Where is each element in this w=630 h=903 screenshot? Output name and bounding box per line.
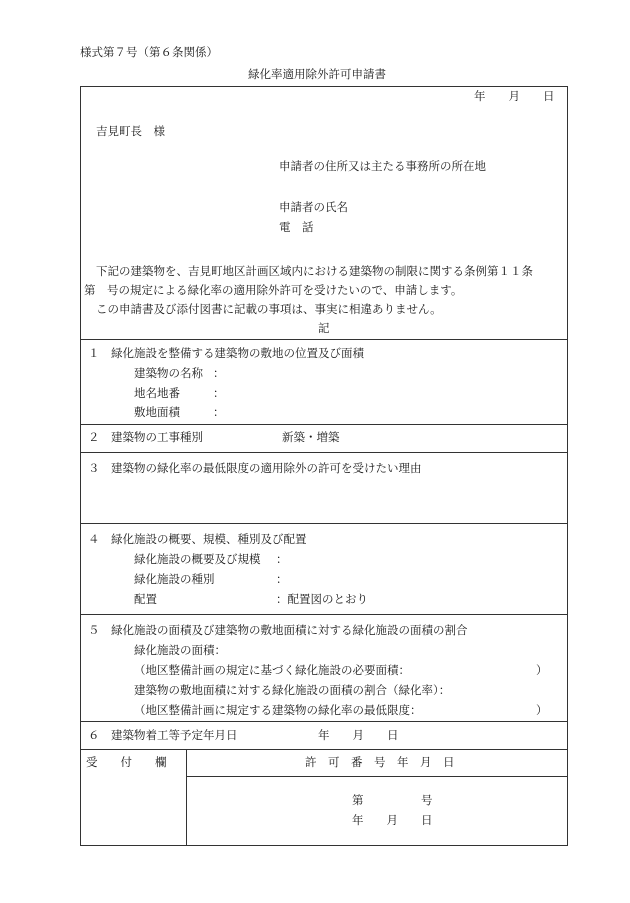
application-date: 年 月 日 [474,89,555,103]
section-4-heading: ４ 緑化施設の概要、規模、種別及び配置 [88,532,307,546]
body-text-3: この申請書及び添付図書に記載の事項は、事実に相違ありません。 [96,302,442,316]
permit-number: 第 号 [352,793,433,807]
facility-outline-colon: ： [276,552,288,566]
facility-outline-label: 緑化施設の概要及び規模 [134,552,261,566]
required-area-label: （地区整備計画の規定に基づく緑化施設の必要面積： [134,663,410,677]
layout-value: ：配置図のとおり [276,592,368,606]
body-text-2: 第 号の規定による緑化率の適用除外許可を受けたいので、申請します。 [84,283,463,297]
facility-type-label: 緑化施設の種別 [134,572,215,586]
lot-number-label: 地名地番 [134,386,180,400]
section-3-heading: ３ 建築物の緑化率の最低限度の適用除外の許可を受けたい理由 [88,461,422,475]
min-ratio-close: ） [536,703,548,717]
facility-type-colon: ： [276,572,288,586]
section-1-heading: １ 緑化施設を整備する建築物の敷地の位置及び面積 [88,346,364,360]
green-ratio-label: 建築物の敷地面積に対する緑化施設の面積の割合（緑化率）： [134,683,451,697]
phone-label: 電 話 [279,220,314,234]
site-area-colon: ： [213,405,225,419]
section-5-heading: ５ 緑化施設の面積及び建築物の敷地面積に対する緑化施設の面積の割合 [88,623,468,637]
green-area-label: 緑化施設の面積： [134,643,226,657]
form-number: 様式第７号（第６条関係） [80,45,218,59]
addressee: 吉見町長 様 [96,124,165,138]
document-title: 緑化率適用除外許可申請書 [248,67,386,81]
permit-date: 年 月 日 [352,813,433,827]
lot-number-colon: ： [213,386,225,400]
permit-number-header: 許 可 番 号 年 月 日 [305,755,455,769]
building-name-label: 建築物の名称 [134,366,203,380]
applicant-address-label: 申請者の住所又は主たる事務所の所在地 [279,159,486,173]
ki-label: 記 [318,321,330,335]
layout-label: 配置 [134,592,157,606]
building-name-colon: ： [213,366,225,380]
site-area-label: 敷地面積 [134,405,180,419]
construction-type-value: 新築・増築 [282,430,340,444]
start-date: 年 月 日 [318,728,399,742]
applicant-name-label: 申請者の氏名 [279,200,348,214]
section-6-heading: ６ 建築物着工等予定年月日 [88,728,238,742]
reception-column-label: 受 付 欄 [86,755,167,769]
section-2-heading: ２ 建築物の工事種別 [88,430,203,444]
min-ratio-label: （地区整備計画に規定する建築物の緑化率の最低限度： [134,703,422,717]
required-area-close: ） [536,663,548,677]
body-text-1: 下記の建築物を、吉見町地区計画区域内における建築物の制限に関する条例第１１条 [96,264,533,278]
